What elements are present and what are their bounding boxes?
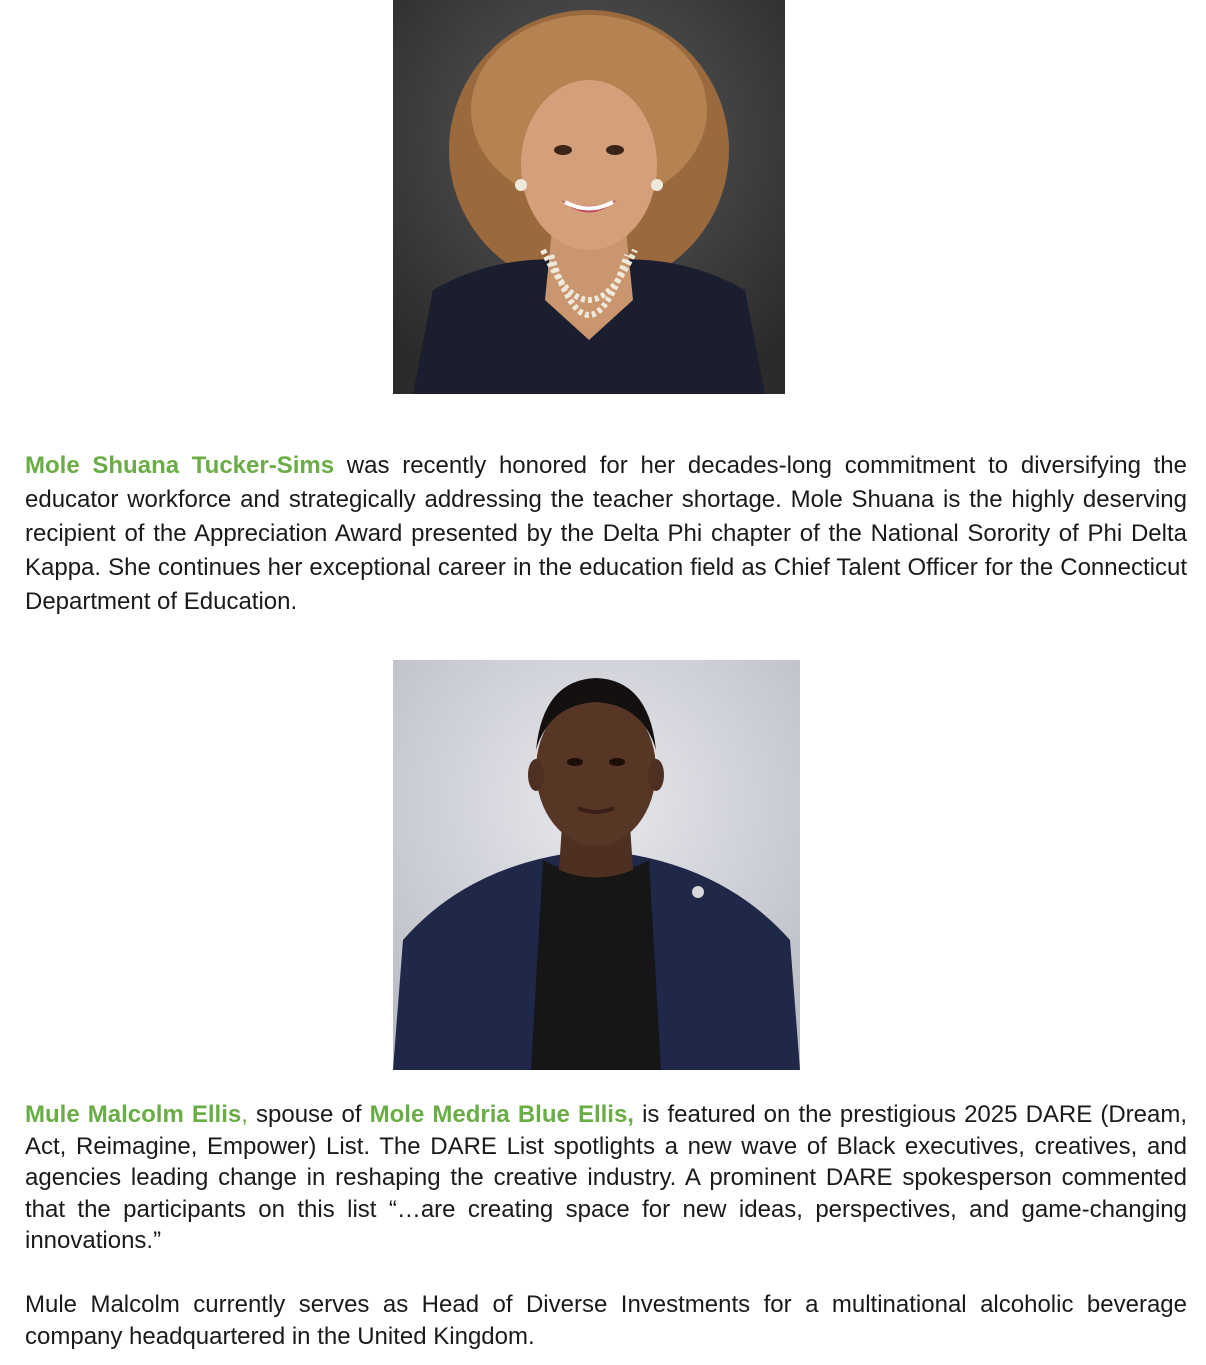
portrait-photo-1 (393, 0, 785, 394)
featured-name: Mule Malcolm Ellis (25, 1101, 242, 1128)
feature-paragraph (25, 1099, 1187, 1257)
feature-text-part-2: is featured on the prestigious 2025 DARE (Dream, Act, Reimagine, Empower) List. The DARE List spotlights a new wave of Black executives, creatives, and agencies leading change in reshaping the creative industry. A prominent DARE spokesperson commented that the participants on this list “…are creating space for new ideas, perspectives, and game-changing innovations.” (25, 1101, 1188, 1254)
honoree-description: was recently honored for her decades-long commitment to diversifying the educator workforce and strategically addressing the teacher shortage. Mole Shuana is the highly deserving recipient of the Appreciation Award presented by the Delta Phi chapter of the National Sorority of Phi Delta Kappa. She continues her exceptional career in the education field as Chief Talent Officer for the Connecticut Department of Education. (25, 452, 1187, 615)
portrait-image-woman (393, 0, 785, 394)
featured-name-comma: , (241, 1101, 248, 1128)
position-paragraph (25, 1289, 1187, 1352)
feature-text-part-1: spouse of (247, 1101, 370, 1128)
portrait-image-man (393, 660, 800, 1070)
position-text: Mule Malcolm currently serves as Head of Diverse Investments for a multinational alcoholic beverage company headquartered in the United Kingdom. (25, 1291, 1187, 1350)
spouse-name: Mole Medria Blue Ellis, (369, 1101, 634, 1128)
portrait-photo-2 (393, 660, 800, 1070)
honoree-name: Mole Shuana Tucker-Sims (25, 452, 335, 479)
honoree-paragraph (25, 449, 1187, 619)
